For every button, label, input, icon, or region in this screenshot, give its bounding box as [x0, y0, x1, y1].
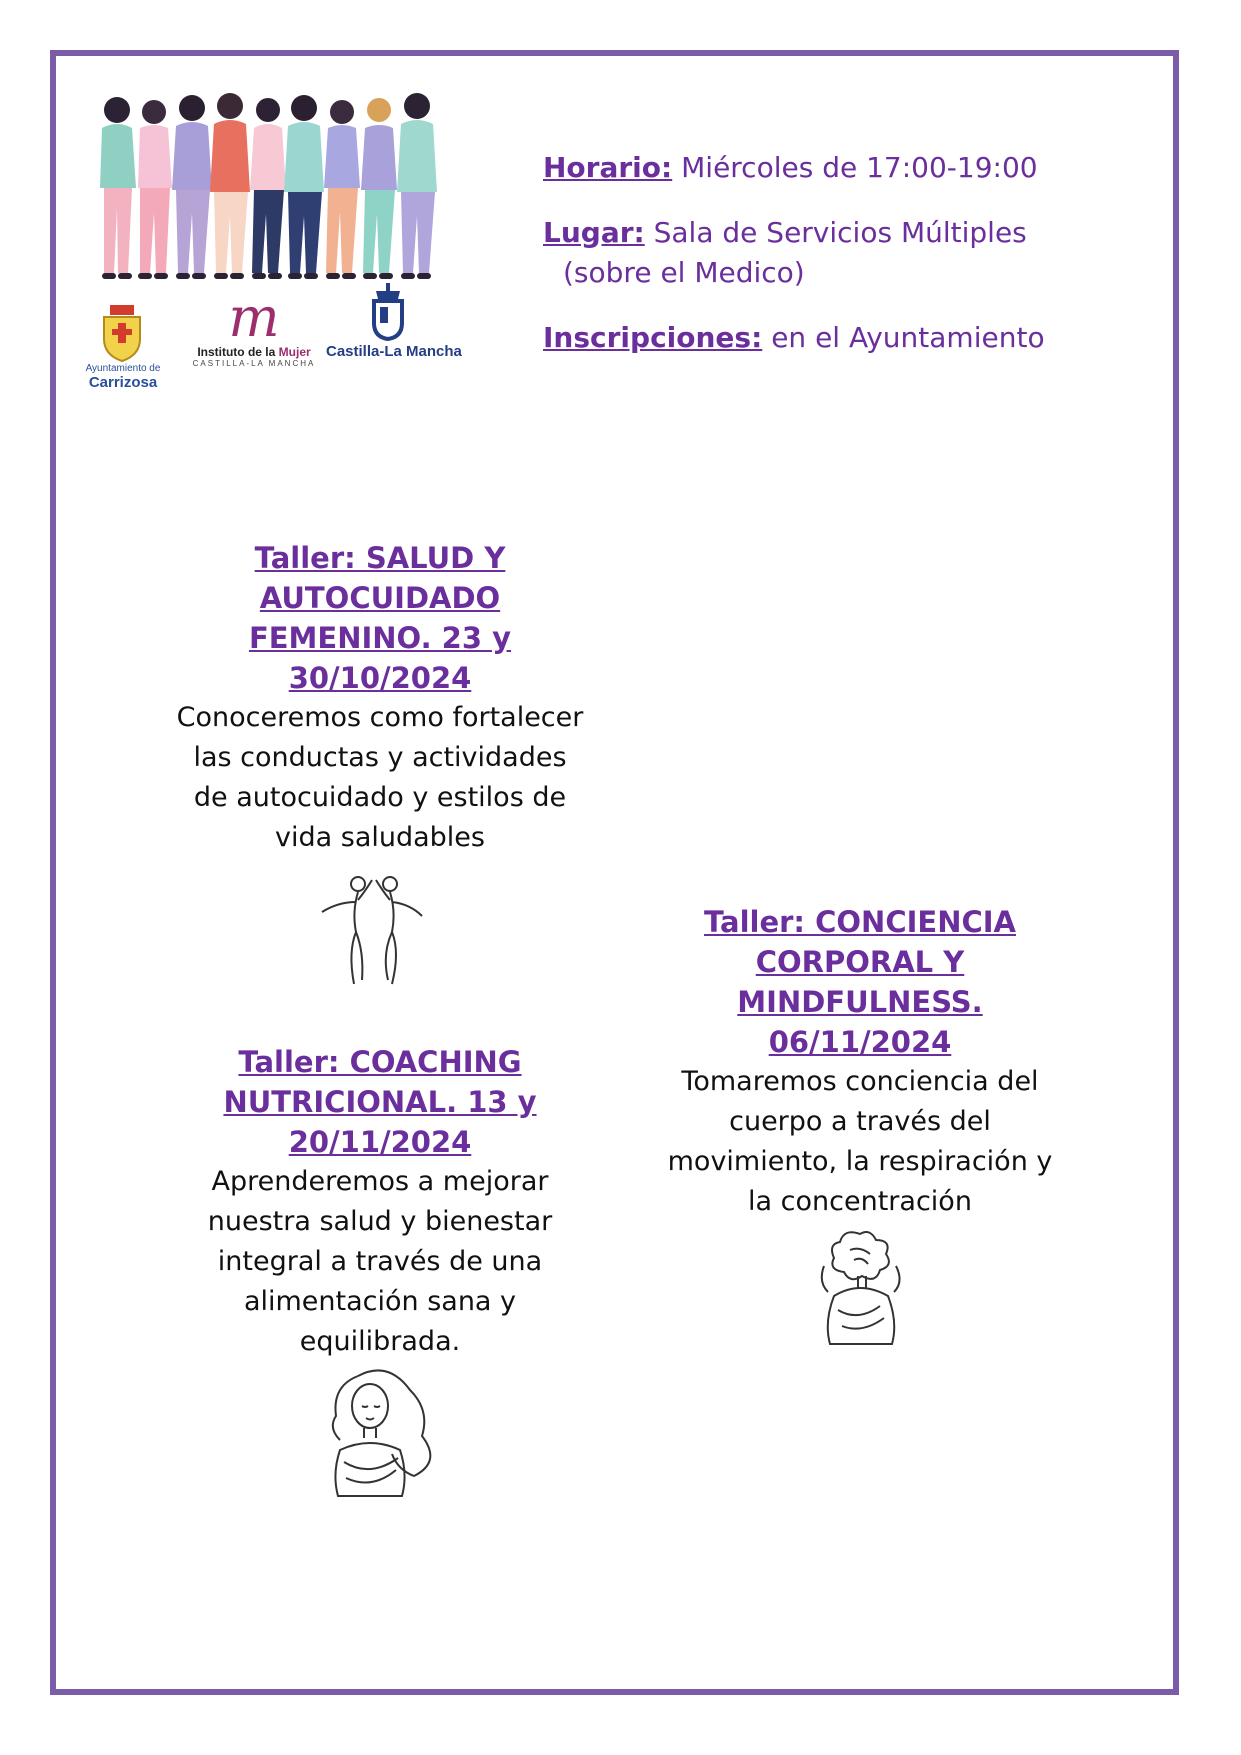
instituto-mujer-logo: m Instituto de la Mujer CASTILLA-LA MANCHA: [192, 286, 316, 368]
workshop-conciencia: [660, 902, 1060, 1222]
logos-row: [85, 286, 518, 415]
workshop-title: Taller: COACHING NUTRICIONAL. 13 y 20/11/2024: [223, 1045, 537, 1159]
lugar-line: Lugar: Sala de Servicios Múltiples (sobre el Medico): [543, 215, 1027, 290]
flower-hug-icon: [814, 1226, 906, 1350]
event-info: [543, 148, 1143, 382]
carrizosa-logo-text: Ayuntamiento de Carrizosa: [85, 363, 161, 391]
woman-self-hug-icon: [318, 1366, 444, 1498]
workshop-description: Tomaremos conciencia del cuerpo a través del movimiento, la respiración y la concentración: [667, 1066, 1053, 1217]
workshop-description: Conoceremos como fortalecer las conductas y actividades de autocuidado y estilos de vida saludables: [176, 702, 584, 853]
castilla-la-mancha-text: Castilla-La Mancha: [326, 343, 462, 360]
workshop-salud: [170, 538, 590, 858]
workshop-coaching: [190, 1042, 570, 1362]
women-group-illustration: [92, 88, 472, 303]
carrizosa-crest-icon: [100, 305, 144, 363]
workshop-title: Taller: SALUD Y AUTOCUIDADO FEMENINO. 23 y 30/10/2024: [248, 541, 512, 695]
workshop-title: Taller: CONCIENCIA CORPORAL Y MINDFULNESS. 06/11/2024: [703, 905, 1017, 1059]
dancers-icon: [318, 872, 428, 990]
inscripciones-line: Inscripciones: en el Ayuntamiento: [543, 320, 1045, 354]
workshop-description: Aprenderemos a mejorar nuestra salud y bienestar integral a través de una alimentación sana y equilibrada.: [207, 1166, 553, 1357]
horario-line: Horario: Miércoles de 17:00-19:00: [543, 151, 1038, 184]
castilla-la-mancha-emblem-icon: [370, 283, 406, 341]
